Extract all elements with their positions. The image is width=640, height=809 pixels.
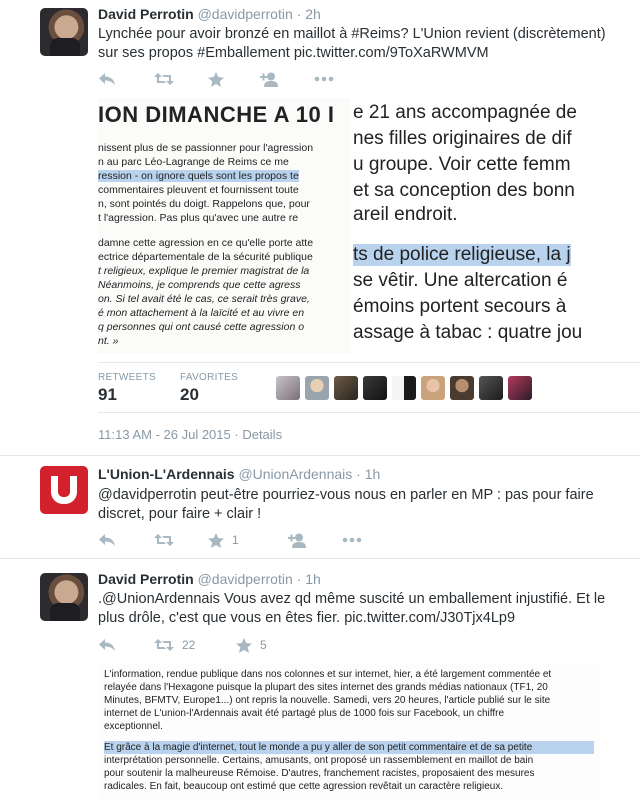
article-line: radicales. En fait, beaucoup ont estimé que cette agression revêtait un caractère religieux. [104, 781, 504, 792]
tweet-media-image[interactable] [98, 98, 604, 354]
article-line-highlighted: Et grâce à la magie d'internet, tout le monde a pu y aller de son petit commentaire et de sa petite [104, 741, 594, 754]
article-line: nissent plus de se passionner pour l'agression [98, 142, 314, 154]
more-button[interactable] [314, 76, 334, 82]
more-icon [314, 76, 334, 82]
retweet-button[interactable] [154, 72, 208, 86]
reply-icon [98, 638, 116, 652]
tweet-actions [98, 530, 362, 550]
author-avatar[interactable] [40, 466, 88, 514]
add-user-icon [260, 72, 280, 87]
follow-button[interactable] [288, 533, 342, 548]
add-user-icon [288, 533, 308, 548]
tweet-text-line: discret, pour faire + clair ! [98, 506, 262, 522]
tweet-3 [0, 559, 640, 809]
article-line: assage à tabac : quatre jou [353, 322, 583, 343]
article-line: ectrice départementale de la sécurité publique [98, 251, 313, 263]
article-line: commentaires pleuvent et fournissent toute [98, 184, 299, 196]
retweet-icon [154, 533, 174, 547]
avatar[interactable] [305, 376, 329, 400]
tweet-text-line: plus drôle, c'est que vous en êtes fier. pic.twitter.com/J30Tjx4Lp9 [98, 610, 516, 626]
article-line: damne cette agression en ce qu'elle porte atte [98, 237, 314, 249]
tweet-time[interactable]: · 2h [296, 6, 321, 22]
retweet-icon [154, 72, 174, 86]
tweet-text [98, 25, 608, 63]
avatar[interactable] [276, 376, 300, 400]
media-right-column [353, 98, 604, 354]
retweets-label[interactable]: RETWEETS [98, 372, 156, 383]
author-handle[interactable]: @davidperrotin [197, 6, 293, 22]
retweet-count: 22 [182, 638, 196, 652]
article-line: nt. » [98, 335, 119, 347]
article-line: t religieux, explique le premier magistrat de la [98, 265, 310, 277]
article-line: nes filles originaires de dif [353, 128, 572, 149]
retweet-icon [154, 638, 174, 652]
more-icon [342, 537, 362, 543]
favorites-label[interactable]: FAVORITES [180, 372, 239, 383]
tweet-media-image[interactable] [98, 663, 600, 799]
favorite-button[interactable] [208, 72, 260, 87]
author-name[interactable]: L'Union-L'Ardennais [98, 466, 235, 482]
article-line: interprétation personnelle. Certains, amusants, ont proposé un rassemblement en maillot de bain [104, 755, 534, 766]
author-name[interactable]: David Perrotin [98, 6, 194, 22]
article-line: n, sont pointés du doigt. Rappelons que, pour [98, 198, 310, 210]
tweet-header [98, 466, 380, 482]
tweet-header [98, 6, 321, 22]
reply-button[interactable] [98, 533, 154, 547]
favorite-count: 1 [232, 533, 239, 547]
article-line: se vêtir. Une altercation é [353, 270, 568, 291]
favorites-count[interactable]: 20 [180, 385, 199, 404]
star-icon [208, 533, 224, 548]
article-line: u groupe. Voir cette femm [353, 154, 571, 175]
favorite-button[interactable] [236, 638, 288, 653]
retweet-button[interactable] [154, 638, 236, 652]
avatar[interactable] [392, 376, 416, 400]
article-line: et sa conception des bonn [353, 180, 575, 201]
article-line: é mon attachement à la laïcité et au vivre en [98, 307, 305, 319]
avatar[interactable] [421, 376, 445, 400]
article-line: internet de L'union-l'Ardennais avait été partagé plus de 1000 fois sur Facebook, un chiffre [104, 708, 504, 719]
star-icon [208, 72, 224, 87]
tweet-time[interactable]: · 1h [356, 466, 381, 482]
article-line: areil endroit. [353, 204, 458, 225]
retweet-button[interactable] [154, 533, 208, 547]
details-link[interactable]: Details [242, 427, 283, 442]
article-line: n au parc Léo-Lagrange de Reims ce me [98, 156, 289, 168]
article-line: L'information, rendue publique dans nos colonnes et sur internet, hier, a été largement commentée et [104, 669, 552, 680]
article-line-highlighted: ts de police religieuse, la j [353, 244, 571, 265]
avatar[interactable] [479, 376, 503, 400]
tweet-2 [0, 456, 640, 558]
tweet-timestamp: 11:13 AM - 26 Jul 2015 · Details [98, 427, 283, 442]
tweet-text-line: sur ses propos #Emballement pic.twitter.com/9ToXaRWMVM [98, 45, 489, 61]
author-handle[interactable]: @davidperrotin [197, 571, 293, 587]
tweet-actions [98, 69, 334, 89]
article-line: q personnes qui ont causé cette agression o [98, 321, 305, 333]
avatar[interactable] [508, 376, 532, 400]
tweet-header [98, 571, 321, 587]
article-line: exceptionnel. [104, 721, 163, 732]
avatar[interactable] [334, 376, 358, 400]
article-line-highlighted: ression - on ignore quels sont les propos te [98, 170, 299, 182]
tweet-time[interactable]: · 1h [296, 571, 321, 587]
reply-icon [98, 533, 116, 547]
author-name[interactable]: David Perrotin [98, 571, 194, 587]
article-line: pour soutenir la malheureuse Rémoise. D'autres, franchement racistes, proposaient des mesures [104, 768, 535, 779]
tweet-text-line: @davidperrotin peut-être pourriez-vous nous en parler en MP : pas pour faire [98, 487, 594, 503]
favorite-button[interactable] [208, 533, 288, 548]
avatar[interactable] [363, 376, 387, 400]
article-line: Minutes, BFMTV, Europe1...) ont repris la nouvelle. Samedi, vers 20 heures, l'article publié sur le site [104, 695, 551, 706]
reply-icon [98, 72, 116, 86]
author-handle[interactable]: @UnionArdennais [238, 466, 353, 482]
headline-text: ION DIMANCHE A 10 I [98, 102, 335, 127]
tweet-text [98, 590, 608, 628]
follow-button[interactable] [260, 72, 314, 87]
favorite-count: 5 [260, 638, 267, 652]
more-button[interactable] [342, 537, 362, 543]
union-logo [40, 466, 88, 514]
tweet-text-line: .@UnionArdennais Vous avez qd même suscité un emballement injustifié. Et le [98, 591, 606, 607]
article-line: t l'agression. Pas plus qu'avec une autre re [98, 212, 299, 224]
star-icon [236, 638, 252, 653]
media-left-column [98, 98, 350, 354]
avatar[interactable] [450, 376, 474, 400]
article-line: émoins portent secours à [353, 296, 567, 317]
reply-button[interactable] [98, 72, 154, 86]
author-avatar[interactable] [40, 8, 88, 56]
tweet-text-line: Lynchée pour avoir bronzé en maillot à #Reims? L'Union revient (discrètement) [98, 26, 606, 42]
retweets-count[interactable]: 91 [98, 385, 117, 404]
timestamp-text: 11:13 AM - 26 Jul 2015 [98, 427, 231, 442]
tweet-actions [98, 635, 288, 655]
tweet-text [98, 486, 608, 524]
author-avatar[interactable] [40, 573, 88, 621]
reply-button[interactable] [98, 638, 154, 652]
article-line: on. Si tel avait été le cas, ce serait très grave, [98, 293, 310, 305]
article-line: Néanmoins, je comprends que cette agress [98, 279, 301, 291]
article-line: e 21 ans accompagnée de [353, 102, 577, 123]
article-line: relayée dans l'Hexagone puisque la plupart des sites internet des grands médias nationaux (TF1, 20 [104, 682, 548, 693]
